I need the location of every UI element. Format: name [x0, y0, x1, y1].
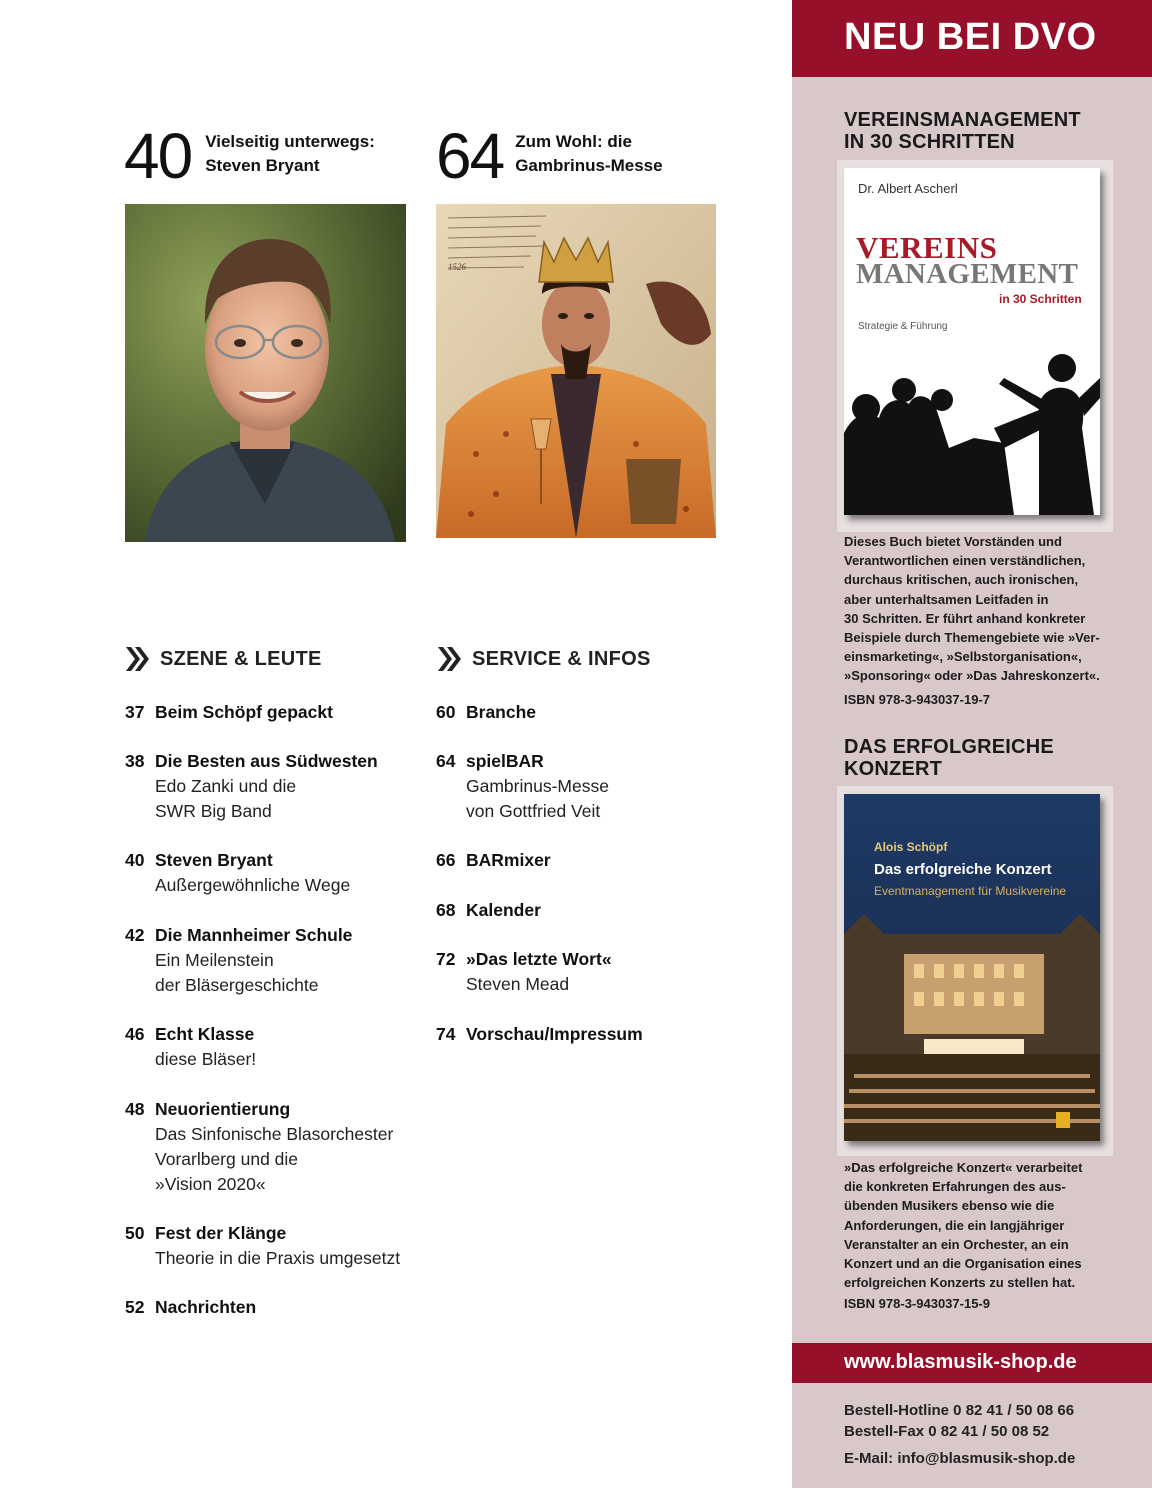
desc-line: Verantwortlichen einen verständlichen,: [844, 553, 1086, 569]
double-chevron-icon: [436, 646, 462, 672]
book1-description: [844, 532, 1144, 686]
hotline-text: Bestell-Hotline 0 82 41 / 50 08 66: [844, 1402, 1075, 1419]
fax-text: Bestell-Fax 0 82 41 / 50 08 52: [844, 1423, 1050, 1440]
section-heading-text: SZENE & LEUTE: [160, 647, 322, 670]
feature-64: [436, 120, 663, 192]
toc-title: Fest der Klänge: [155, 1223, 287, 1243]
shop-url-link[interactable]: www.blasmusik-shop.de: [844, 1351, 1077, 1373]
toc-title: Nachrichten: [155, 1297, 257, 1317]
toc-entry[interactable]: [125, 1221, 400, 1271]
desc-line: aber unterhaltsamen Leitfaden in: [844, 591, 1049, 607]
toc-title: BARmixer: [466, 850, 551, 870]
orchestra-silhouette: [844, 338, 1100, 515]
toc-title: Die Besten aus Südwesten: [155, 751, 378, 771]
toc-subtitle: Vorarlberg und die: [155, 1149, 299, 1169]
book1-cover-author: Dr. Albert Ascherl: [858, 181, 958, 196]
toc-subtitle: Das Sinfonische Blasorchester: [155, 1124, 394, 1144]
book2-cover-subtitle: Eventmanagement für Musikvereine: [874, 884, 1067, 898]
feature-40: [124, 120, 375, 192]
toc-page-number: 52: [125, 1297, 145, 1317]
book2-title-line: KONZERT: [844, 758, 943, 780]
desc-line: einsmarketing«, »Selbstorganisation«,: [844, 649, 1082, 665]
book1-cover-tagline: Strategie & Führung: [858, 321, 948, 332]
toc-title: Kalender: [466, 900, 541, 920]
toc-page-number: 38: [125, 751, 145, 771]
toc-entry[interactable]: [125, 1097, 393, 1197]
book2-cover-author: Alois Schöpf: [874, 840, 948, 854]
desc-line: »Sponsoring« oder »Das Jahreskonzert«.: [844, 668, 1100, 684]
painting-year: 1526: [448, 262, 466, 272]
toc-title: Beim Schöpf gepackt: [155, 702, 333, 722]
desc-line: Beispiele durch Themengebiete wie »Ver-: [844, 630, 1100, 646]
steven-bryant-photo: [125, 204, 406, 542]
desc-line: Anforderungen, die ein langjähriger: [844, 1217, 1065, 1233]
toc-entry[interactable]: [125, 749, 378, 824]
feature-title-line: Zum Wohl: die: [515, 132, 632, 151]
feature-number: 40: [124, 120, 192, 192]
desc-line: erfolgreichen Konzerts zu stellen hat.: [844, 1275, 1076, 1291]
book2-description: [844, 1158, 1144, 1292]
toc-entry[interactable]: [436, 700, 536, 725]
desc-line: die konkreten Erfahrungen des aus-: [844, 1179, 1066, 1195]
toc-subtitle: Außergewöhnliche Wege: [155, 875, 351, 895]
toc-page-number: 50: [125, 1223, 145, 1243]
toc-page-number: 40: [125, 850, 145, 870]
toc-page-number: 64: [436, 751, 456, 771]
toc-subtitle: Gambrinus-Messe: [466, 776, 609, 796]
toc-entry[interactable]: [436, 947, 612, 997]
toc-entry[interactable]: [436, 898, 541, 923]
section-heading-text: SERVICE & INFOS: [472, 647, 651, 670]
book1-cover-title: MANAGEMENT: [856, 258, 1079, 290]
shop-url-band[interactable]: [792, 1343, 1152, 1383]
book1-cover-title: VEREINS: [856, 230, 998, 265]
toc-title: Vorschau/Impressum: [466, 1024, 643, 1044]
toc-page-number: 68: [436, 900, 456, 920]
section-heading-service: [436, 646, 651, 672]
toc-subtitle: der Bläsergeschichte: [155, 975, 319, 995]
feature-title-line: Vielseitig unterwegs:: [205, 132, 375, 151]
toc-title: Die Mannheimer Schule: [155, 925, 353, 945]
toc-page-number: 46: [125, 1024, 145, 1044]
double-chevron-icon: [124, 646, 150, 672]
desc-line: »Das erfolgreiche Konzert« verarbeitet: [844, 1160, 1083, 1175]
toc-title: Branche: [466, 702, 537, 722]
toc-subtitle: Steven Mead: [466, 974, 570, 994]
toc-subtitle: Edo Zanki und die: [155, 776, 297, 796]
toc-subtitle: SWR Big Band: [155, 801, 272, 821]
toc-subtitle: »Vision 2020«: [155, 1174, 266, 1194]
sidebar-header-title: NEU BEI DVO: [844, 16, 1097, 58]
toc-entry[interactable]: [125, 848, 350, 898]
book2-isbn: ISBN 978-3-943037-15-9: [844, 1296, 990, 1311]
toc-title: »Das letzte Wort«: [466, 949, 612, 969]
contact-info: [844, 1400, 1075, 1469]
toc-page-number: 48: [125, 1099, 145, 1119]
toc-page-number: 72: [436, 949, 456, 969]
feature-title-line: Gambrinus-Messe: [515, 156, 663, 175]
toc-page-number: 37: [125, 702, 145, 722]
email-link[interactable]: E-Mail: info@blasmusik-shop.de: [844, 1450, 1076, 1467]
toc-entry[interactable]: [125, 1295, 256, 1320]
toc-entry[interactable]: [436, 848, 551, 873]
toc-subtitle: diese Bläser!: [155, 1049, 257, 1069]
desc-line: Konzert und an die Organisation eines: [844, 1256, 1082, 1272]
section-heading-szene: [124, 646, 322, 672]
desc-line: 30 Schritten. Er führt anhand konkreter: [844, 610, 1086, 626]
book2-cover-title: Das erfolgreiche Konzert: [874, 861, 1052, 878]
toc-subtitle: von Gottfried Veit: [466, 801, 601, 821]
toc-page-number: 74: [436, 1024, 456, 1044]
book2-cover[interactable]: [844, 794, 1100, 1141]
book1-title-line: IN 30 SCHRITTEN: [844, 131, 1015, 153]
toc-entry[interactable]: [436, 1022, 643, 1047]
toc-subtitle: Ein Meilenstein: [155, 950, 274, 970]
feature-number: 64: [436, 120, 504, 192]
toc-title: spielBAR: [466, 751, 544, 771]
book1-cover[interactable]: [844, 168, 1100, 515]
book2-cover-frame[interactable]: [837, 786, 1113, 1156]
book1-cover-frame[interactable]: [837, 160, 1113, 532]
book1-title-line: VEREINSMANAGEMENT: [844, 109, 1081, 131]
sidebar-header: [792, 0, 1152, 77]
desc-line: durchaus kritischen, auch ironischen,: [844, 572, 1079, 588]
book2-title-line: DAS ERFOLGREICHE: [844, 736, 1054, 758]
toc-subtitle: Theorie in die Praxis umgesetzt: [155, 1248, 401, 1268]
desc-line: Veranstalter an ein Orchester, an ein: [844, 1236, 1069, 1252]
toc-entry[interactable]: [125, 923, 352, 998]
toc-entry[interactable]: [436, 749, 609, 824]
book1-title: [844, 109, 1081, 153]
desc-line: Dieses Buch bietet Vorständen und: [844, 534, 1062, 549]
toc-page-number: 60: [436, 702, 456, 722]
toc-title: Echt Klasse: [155, 1024, 255, 1044]
toc-entry[interactable]: [125, 700, 333, 725]
book1-isbn: ISBN 978-3-943037-19-7: [844, 692, 990, 707]
toc-page-number: 42: [125, 925, 145, 945]
toc-page-number: 66: [436, 850, 456, 870]
book1-cover-subtitle: in 30 Schritten: [999, 292, 1082, 306]
gambrinus-painting: [436, 204, 716, 538]
book2-title: [844, 736, 1054, 780]
toc-entry[interactable]: [125, 1022, 256, 1072]
desc-line: übenden Musikers ebenso wie die: [844, 1198, 1055, 1214]
toc-title: Steven Bryant: [155, 850, 273, 870]
sidebar: [792, 0, 1152, 1488]
feature-title-line: Steven Bryant: [205, 156, 320, 175]
concert-venue-image: [844, 914, 1100, 1141]
toc-title: Neuorientierung: [155, 1099, 291, 1119]
